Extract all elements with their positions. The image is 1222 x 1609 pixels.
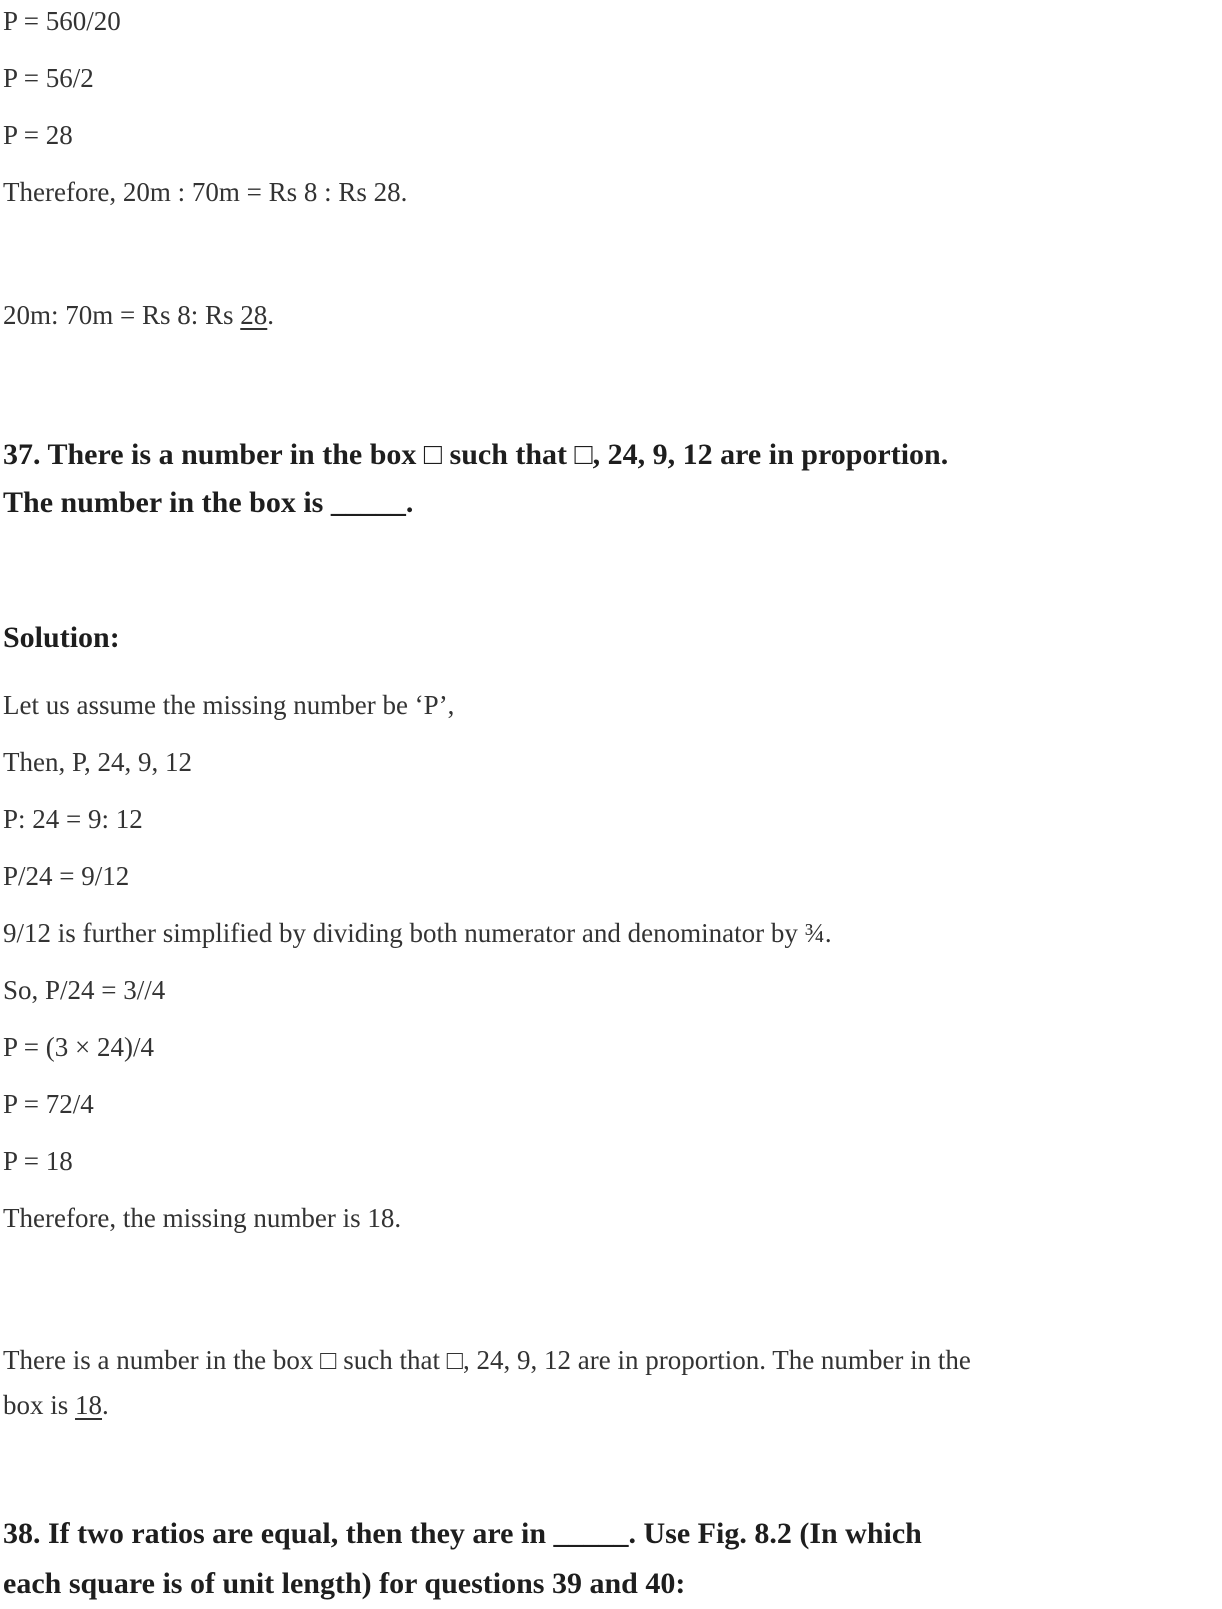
solution-step-8: P = 72/4 (3, 1089, 94, 1119)
restatement-underlined-value: 18 (75, 1390, 103, 1420)
work-line-1: P = 560/20 (3, 6, 121, 36)
question-37-line-2: The number in the box is _____. (3, 486, 414, 519)
solution-step-3: P: 24 = 9: 12 (3, 804, 143, 834)
answer-ratio-period: . (267, 300, 275, 330)
restatement-line-1: There is a number in the box □ such that □, 24, 9, 12 are in proportion. The number in the (3, 1345, 971, 1375)
solution-conclusion: Therefore, the missing number is 18. (3, 1203, 402, 1233)
question-37-line-1: 37. There is a number in the box □ such that □, 24, 9, 12 are in proportion. (3, 438, 949, 471)
question-38 (3, 1509, 1208, 1609)
solution-step-9: P = 18 (3, 1146, 73, 1176)
question-37 (3, 431, 1208, 527)
document-page (3, 4, 1208, 1609)
solution-step-1: Let us assume the missing number be ‘P’, (3, 690, 455, 720)
answer-ratio-pre: 20m: 70m = Rs 8: Rs (3, 300, 241, 330)
solution-step-4: P/24 = 9/12 (3, 861, 130, 891)
solution-step-7: P = (3 × 24)/4 (3, 1032, 154, 1062)
answer-ratio-underlined-value: 28 (240, 300, 268, 330)
solution-heading: Solution: (3, 621, 120, 654)
solution-step-5: 9/12 is further simplified by dividing both numerator and denominator by ¾. (3, 918, 832, 948)
solution-step-6: So, P/24 = 3//4 (3, 975, 166, 1005)
question-38-line-1: 38. If two ratios are equal, then they are in _____. Use Fig. 8.2 (In which (3, 1517, 922, 1550)
answer-restatement (3, 1338, 1208, 1428)
restatement-line-2-pre: box is (3, 1390, 76, 1420)
solution-step-2: Then, P, 24, 9, 12 (3, 747, 192, 777)
restatement-period: . (102, 1390, 109, 1420)
answer-ratio-line (3, 298, 1208, 332)
work-line-2: P = 56/2 (3, 63, 94, 93)
work-line-3: P = 28 (3, 120, 73, 150)
question-38-line-2: each square is of unit length) for questions 39 and 40: (3, 1567, 686, 1600)
work-line-conclusion: Therefore, 20m : 70m = Rs 8 : Rs 28. (3, 177, 408, 207)
